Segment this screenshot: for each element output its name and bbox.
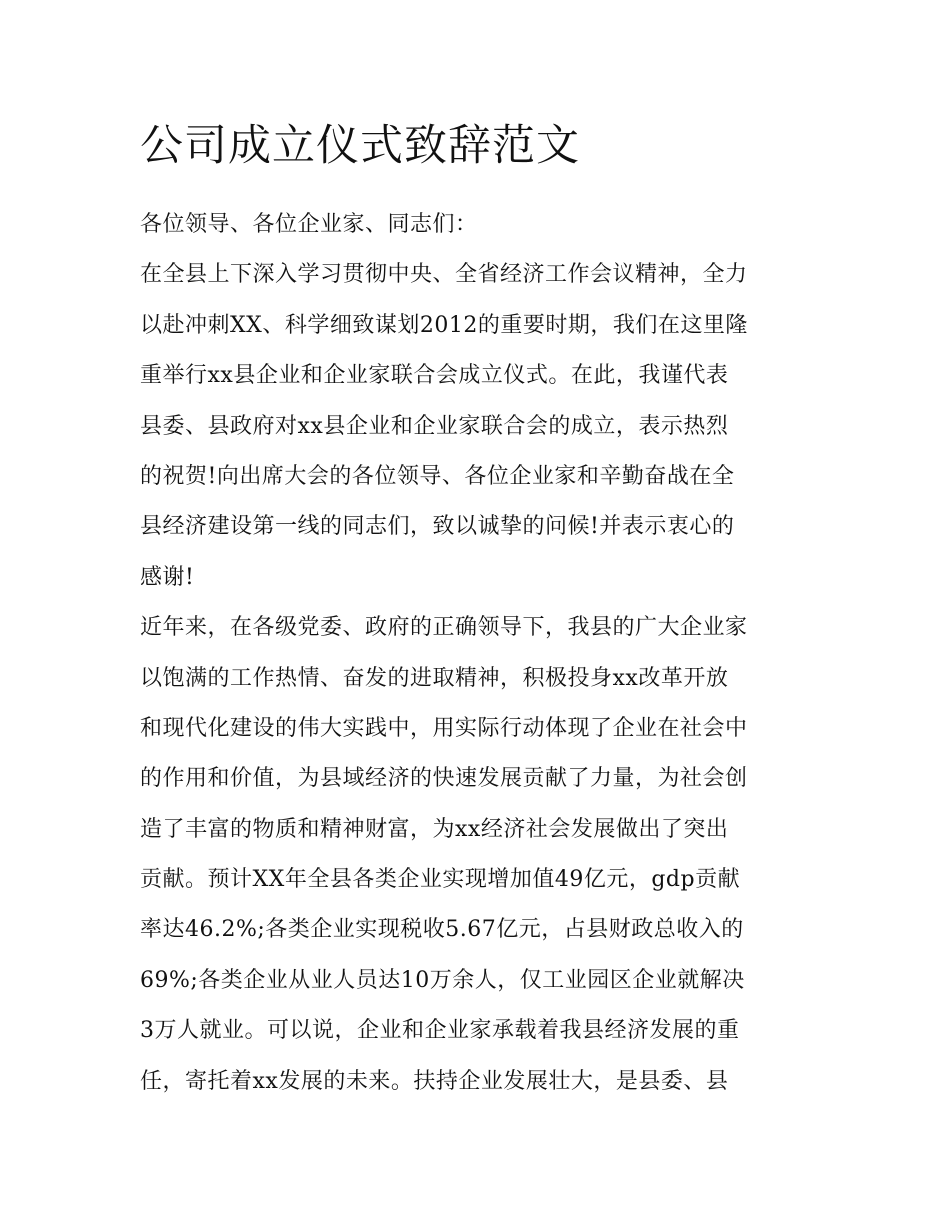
text-line: 在全县上下深入学习贯彻中央、全省经济工作会议精神，全力 bbox=[140, 262, 748, 288]
text-line: 各位领导、各位企业家、同志们： bbox=[140, 212, 478, 237]
text-line: 近年来，在各级党委、政府的正确领导下，我县的广大企业家 bbox=[140, 615, 748, 641]
text-line: 县经济建设第一线的同志们，致以诚挚的问候!并表示衷心的 bbox=[140, 514, 735, 540]
text-line: 县委、县政府对xx县企业和企业家联合会的成立，表示热烈 bbox=[140, 413, 729, 439]
text-line: 以赴冲刺XX、科学细致谋划2012的重要时期，我们在这里隆 bbox=[140, 312, 748, 338]
text-line: 贡献。预计XX年全县各类企业实现增加值49亿元，gdp贡献 bbox=[140, 867, 741, 893]
text-line: 重举行xx县企业和企业家联合会成立仪式。在此，我谨代表 bbox=[140, 363, 729, 389]
text-line: 率达46.2%;各类企业实现税收5.67亿元，占县财政总收入的 bbox=[140, 917, 744, 943]
text-line: 的作用和价值，为县域经济的快速发展贡献了力量，为社会创 bbox=[140, 766, 748, 792]
text-line: 和现代化建设的伟大实践中，用实际行动体现了企业在社会中 bbox=[140, 715, 748, 741]
text-line: 感谢! bbox=[140, 564, 195, 590]
text-line: 69%;各类企业从业人员达10万余人，仅工业园区企业就解决 bbox=[140, 967, 745, 993]
text-line: 任，寄托着xx发展的未来。扶持企业发展壮大，是县委、县 bbox=[140, 1068, 729, 1094]
document-body bbox=[140, 200, 840, 1107]
page-title: 公司成立仪式致辞范文 bbox=[140, 121, 580, 171]
text-line: 以饱满的工作热情、奋发的进取精神，积极投身xx改革开放 bbox=[140, 665, 729, 691]
text-line: 3万人就业。可以说，企业和企业家承载着我县经济发展的重 bbox=[140, 1018, 740, 1044]
text-line: 的祝贺!向出席大会的各位领导、各位企业家和辛勤奋战在全 bbox=[140, 463, 735, 489]
text-line: 造了丰富的物质和精神财富，为xx经济社会发展做出了突出 bbox=[140, 816, 729, 842]
